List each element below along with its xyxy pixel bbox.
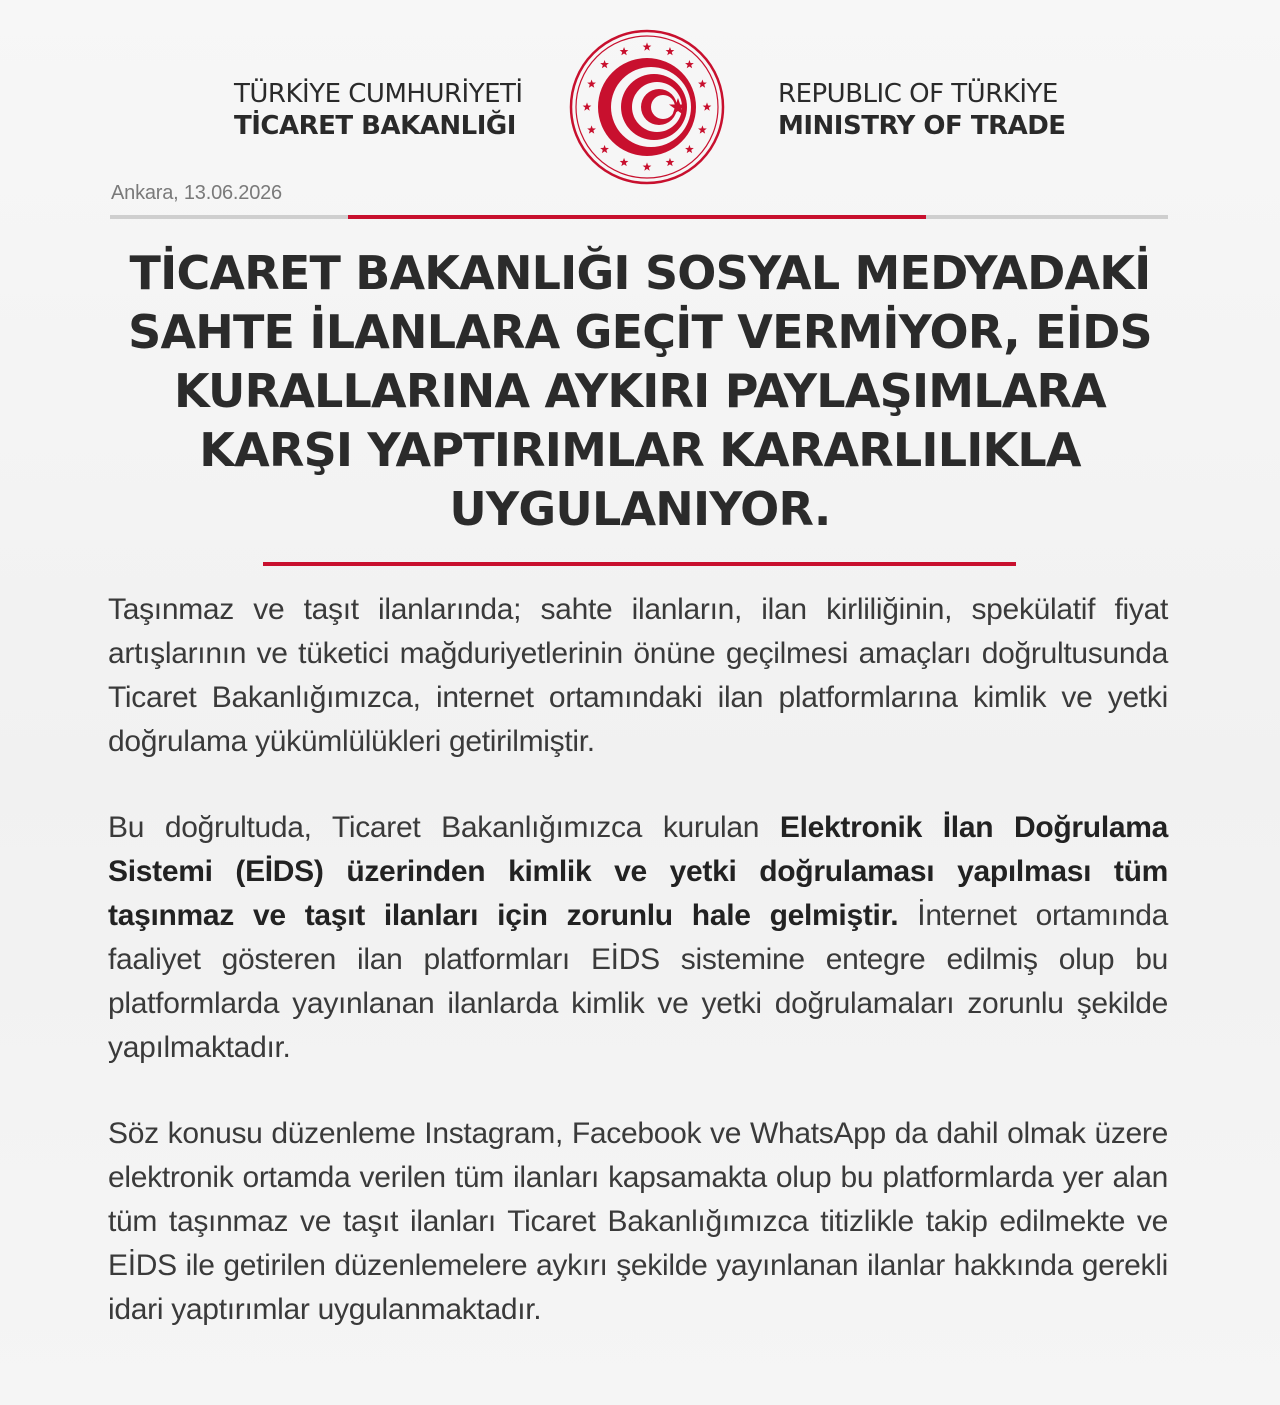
- title-divider: [263, 562, 1016, 566]
- seal-star-icon: [666, 158, 675, 166]
- ministry-seal-icon: [568, 28, 726, 186]
- header-right-line1: REPUBLIC OF TÜRKİYE: [778, 79, 1058, 109]
- seal-star-icon: [685, 145, 694, 153]
- seal-star-icon: [620, 47, 629, 55]
- paragraph-3: Söz konusu düzenleme Instagram, Facebook ve WhatsApp da dahil olmak üzere elektronik ortamda verilen tüm ilanları kapsamakta olup bu platformlarda yer alan tüm taşınmaz ve taşıt ilanları Ticaret Bakanlığımızca titizlikle takip edilmekte ve EİDS ile getirilen düzenlemelere aykırı şekilde yayınlanan ilanlar hakkında gerekli idari yaptırımlar uygulanmaktadır.: [108, 1117, 1168, 1326]
- paragraph-1: Taşınmaz ve taşıt ilanlarında; sahte ilanların, ilan kirliliğinin, spekülatif fiyat artışlarının ve tüketici mağduriyetlerinin önüne geçilmesi amaçları doğrultusunda Ticaret Bakanlığımızca, internet ortamındaki ilan platformlarına kimlik ve yetki doğrulama yükümlülükleri getirilmiştir.: [108, 593, 1168, 758]
- seal-star-icon: [643, 162, 652, 170]
- top-divider-accent: [348, 215, 926, 219]
- header-left-line1: TÜRKİYE CUMHURİYETİ: [234, 79, 523, 109]
- seal-star-icon: [600, 60, 609, 68]
- seal-star-icon: [643, 42, 652, 50]
- seal-star-icon: [666, 47, 675, 55]
- seal-star-icon: [703, 102, 712, 110]
- header-left-line2: TİCARET BAKANLIĞI: [234, 111, 516, 141]
- paragraph-2-bold: Elektronik İlan Doğrulama Sistemi (EİDS) üzerinden kimlik ve yetki doğrulaması yapılması tüm taşınmaz ve taşıt ilanları için zorunlu hale gelmiştir.: [108, 811, 1169, 932]
- seal-star-icon: [698, 125, 707, 133]
- seal-star-icon: [587, 125, 596, 133]
- header-right: [778, 78, 1098, 142]
- document-date: Ankara, 13.06.2026: [111, 182, 282, 204]
- paragraph-2-end: İnternet ortamında faaliyet gösteren ilan platformları EİDS sistemine entegre edilmiş olup bu platformlarda yayınlanan ilanlarda kimlik ve yetki doğrulamaları zorunlu şekilde yapılmaktadır.: [108, 899, 1168, 1064]
- paragraph-2: [108, 806, 1168, 1070]
- press-release-title: TİCARET BAKANLIĞI SOSYAL MEDYADAKİ SAHTE İLANLARA GEÇİT VERMİYOR, EİDS KURALLARINA AYKIRI PAYLAŞIMLARA KARŞI YAPTIRIMLAR KARARLILIKLA UYGULANIYOR.: [128, 246, 1152, 536]
- seal-star-icon: [587, 79, 596, 87]
- seal-star-icon: [685, 60, 694, 68]
- header-right-line2: MINISTRY OF TRADE: [778, 111, 1066, 141]
- seal-star-icon: [620, 158, 629, 166]
- seal-star-icon: [600, 145, 609, 153]
- paragraph-2-start: Bu doğrultuda, Ticaret Bakanlığımızca kurulan: [108, 811, 780, 844]
- header-left: [234, 78, 534, 142]
- seal-star-icon: [698, 79, 707, 87]
- seal-star-icon: [583, 102, 592, 110]
